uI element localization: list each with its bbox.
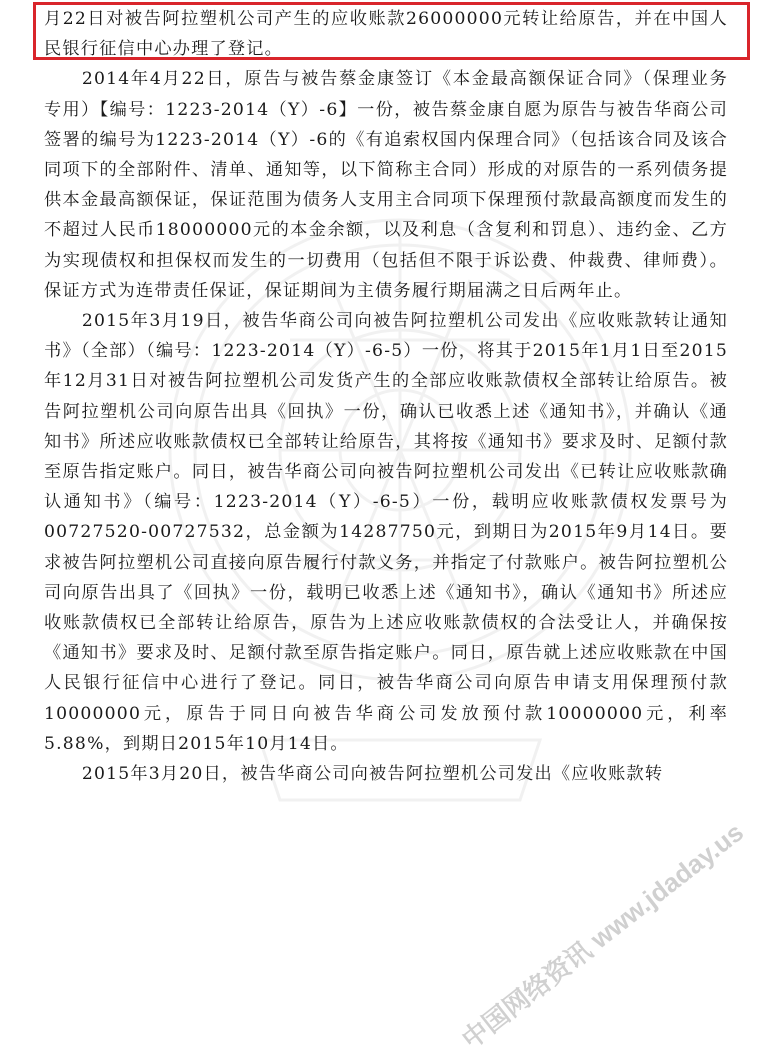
document-body [44,4,728,789]
site-watermark: 中国网络资讯 www.jdaday.us [455,816,749,1055]
paragraph-transfer-notice: 2015年3月19日，被告华商公司向被告阿拉塑机公司发出《应收账款转让通知书》（全部）（编号：1223-2014（Y）-6-5）一份，将其于2015年1月1日至2015年12月31日对被告阿拉塑机公司发货产生的全部应收账款债权全部转让给原告。被告阿拉塑机公司向原告出具《回执》一份，确认已收悉上述《通知书》，并确认《通知书》所述应收账款债权已全部转让给原告，其将按《通知书》要求及时、足额付款至原告指定账户。同日，被告华商公司向被告阿拉塑机公司发出《已转让应收账款确认通知书》（编号：1223-2014（Y）-6-5）一份，载明应收账款债权发票号为00727520-00727532，总金额为14287750元，到期日为2015年9月14日。要求被告阿拉塑机公司直接向原告履行付款义务，并指定了付款账户。被告阿拉塑机公司向原告出具了《回执》一份，载明已收悉上述《通知书》，确认《通知书》所述应收账款债权已全部转让给原告，原告为上述应收账款债权的合法受让人，并确保按《通知书》要求及时、足额付款至原告指定账户。同日，原告就上述应收账款在中国人民银行征信中心进行了登记。同日，被告华商公司向原告申请支用保理预付款10000000元，原告于同日向被告华商公司发放预付款10000000元，利率5.88%，到期日2015年10月14日。 [44,311,728,754]
paragraph-second-transfer: 2015年3月20日，被告华商公司向被告阿拉塑机公司发出《应收账款转 [81,764,664,785]
paragraph-guarantee-contract: 2014年4月22日，原告与被告蔡金康签订《本金最高额保证合同》（保理业务专用）【编号：1223-2014（Y）-6】一份，被告蔡金康自愿为原告与被告华商公司签署的编号为1223-2014（Y）-6的《有追索权国内保理合同》（包括该合同及该合同项下的全部附件、清单、通知等，以下简称主合同）形成的对原告的一系列债务提供本金最高额保证，保证范围为债务人支用主合同项下保理预付款最高额度而发生的不超过人民币18000000元的本金余额，以及利息（含复利和罚息）、违约金、乙方为实现债权和担保权而发生的一切费用（包括但不限于诉讼费、仲裁费、律师费）。保证方式为连带责任保证，保证期间为主债务履行期届满之日后两年止。 [44,69,728,301]
highlighted-paragraph: 月22日对被告阿拉塑机公司产生的应收账款26000000元转让给原告，并在中国人民银行征信中心办理了登记。 [44,9,728,60]
